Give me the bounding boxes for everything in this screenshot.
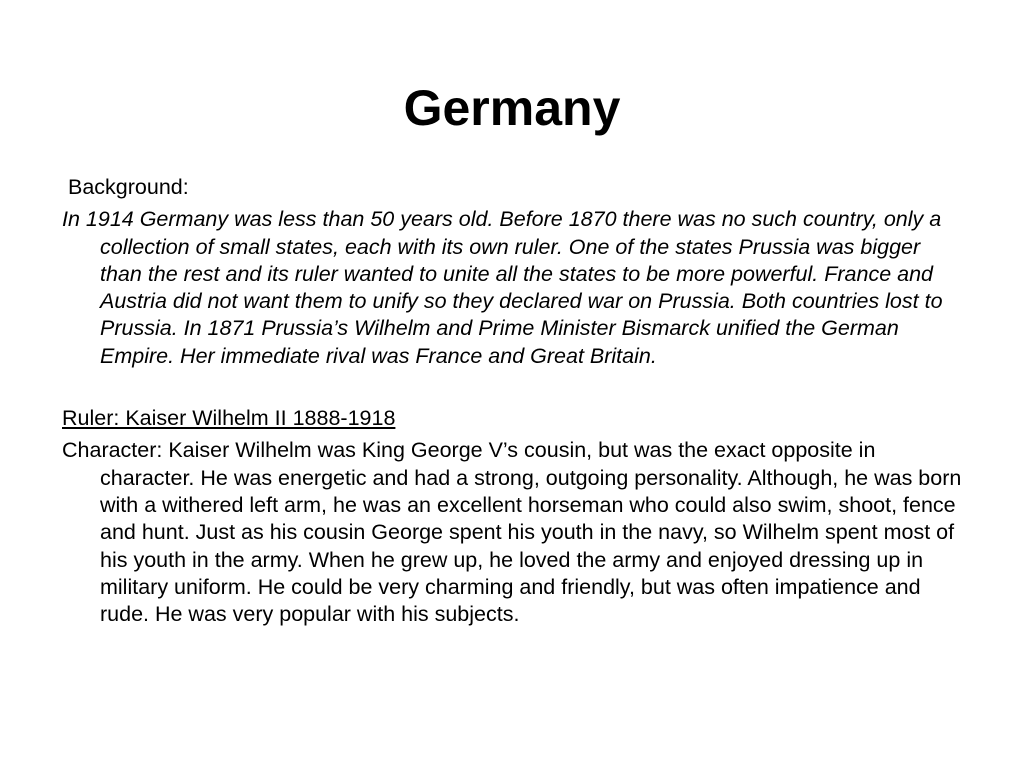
ruler-heading: Ruler: Kaiser Wilhelm II 1888-1918 bbox=[62, 406, 396, 431]
character-paragraph: Character: Kaiser Wilhelm was King George V’s cousin, but was the exact opposite in character. He was energetic and had a strong, outgoing personality. Although, he was born with a withered left arm, he was an excellent horseman who could also swim, shoot, fence and hunt. Just as his cousin George spent his youth in the navy, so Wilhelm spent most of his youth in the army. When he grew up, he loved the army and enjoyed dressing up in military uniform. He could be very charming and friendly, but was often impatience and rude. He was very popular with his subjects. bbox=[62, 438, 962, 627]
background-label: Background: bbox=[68, 175, 189, 199]
slide-body bbox=[62, 174, 962, 628]
slide-title: Germany bbox=[403, 80, 621, 136]
intro-paragraph: In 1914 Germany was less than 50 years old. Before 1870 there was no such country, only a collection of small states, each with its own ruler. One of the states Prussia was bigger than the rest and its ruler wanted to unite all the states to be more powerful. France and Austria did not want them to unify so they declared war on Prussia. Both countries lost to Prussia. In 1871 Prussia’s Wilhelm and Prime Minister Bismarck unified the German Empire. Her immediate rival was France and Great Britain. bbox=[62, 207, 943, 368]
